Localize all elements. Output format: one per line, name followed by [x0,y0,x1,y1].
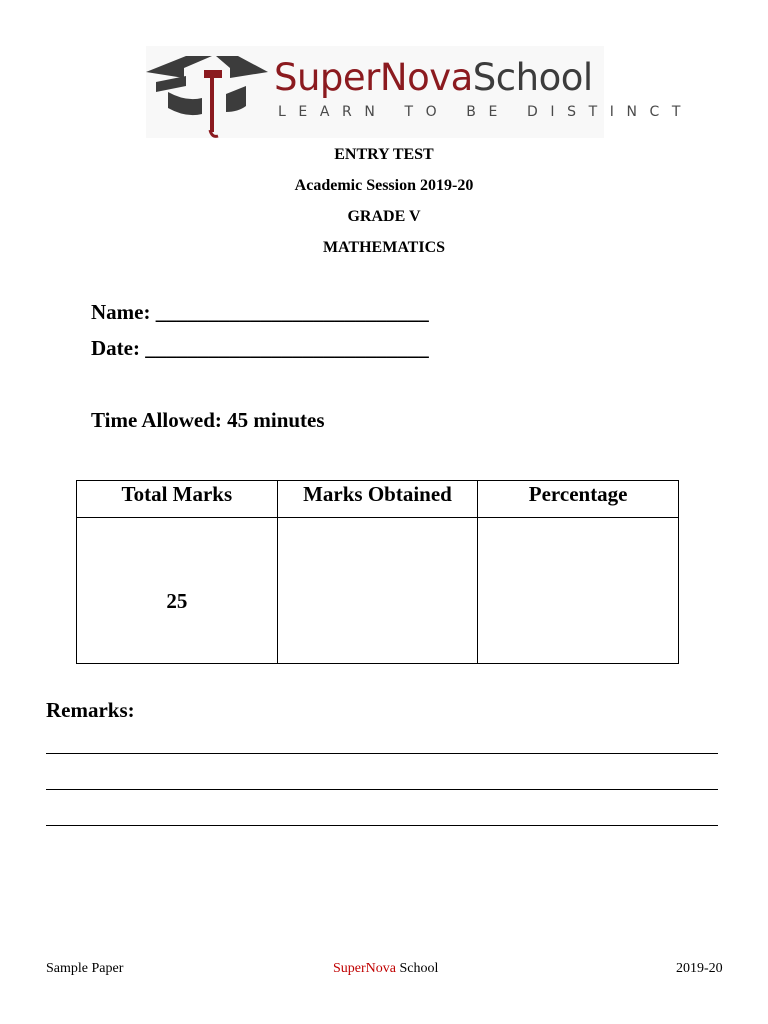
marks-table [76,480,679,664]
footer-left: Sample Paper [46,961,124,976]
footer-center [333,960,438,978]
remarks-line-3 [46,825,718,826]
header-subject: MATHEMATICS [322,239,446,256]
footer-right: 2019-20 [676,961,723,976]
date-field: Date: ___________________________ [91,336,429,360]
remarks-label: Remarks: [46,698,135,722]
header-percentage: Percentage [478,481,679,518]
header-marks-obtained: Marks Obtained [277,481,478,518]
header-grade: GRADE V [347,208,421,225]
logo-name-part2: School [472,56,593,99]
header-session: Academic Session 2019-20 [294,177,474,194]
remarks-line-1 [46,753,718,754]
footer-school-red: SuperNova [333,961,396,976]
footer-school-rest: School [396,961,439,976]
value-marks-obtained [277,518,478,664]
time-allowed: Time Allowed: 45 minutes [91,408,325,432]
logo-tagline: LEARN TO BE DISTINCT [278,104,694,120]
remarks-line-2 [46,789,718,790]
school-logo [146,46,694,138]
marks-table-value-row [77,518,679,664]
graduation-cap-icon [146,48,268,138]
header-entry-test: ENTRY TEST [334,146,434,163]
header-total-marks: Total Marks [77,481,278,518]
logo-wordmark [274,56,693,120]
marks-table-header-row [77,481,679,518]
logo-name-part1: SuperNova [274,56,473,99]
value-total-marks: 25 [77,518,278,664]
name-field: Name: __________________________ [91,300,429,324]
value-percentage [478,518,679,664]
